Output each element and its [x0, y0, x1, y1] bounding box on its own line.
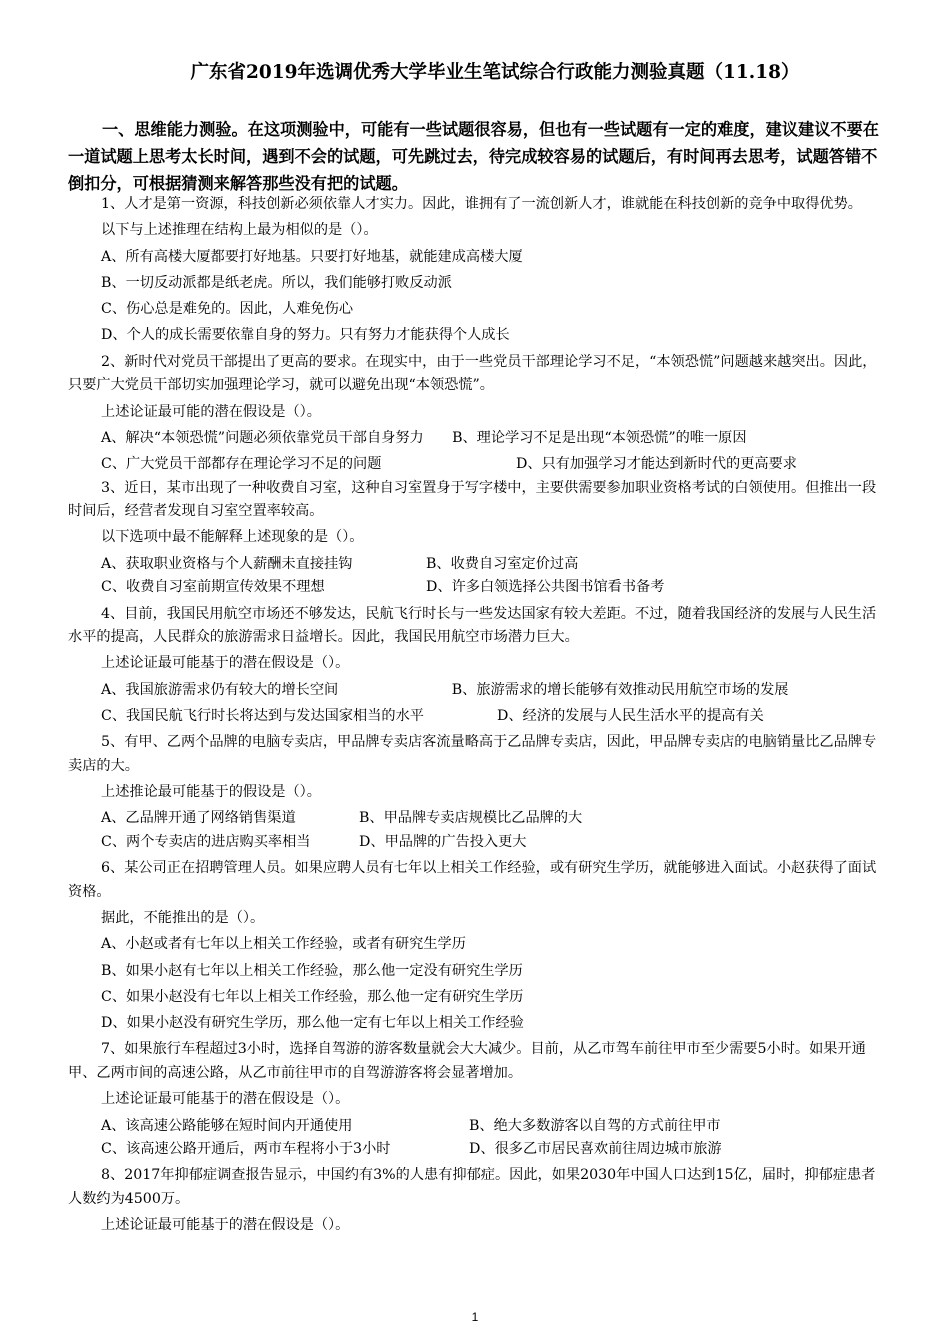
question-7-prompt: 上述论证最可能基于的潜在假设是（）。	[101, 1091, 350, 1108]
question-5-option-d: D、甲品牌的广告投入更大	[359, 833, 527, 850]
question-6-option-a: A、小赵或者有七年以上相关工作经验，或者有研究生学历	[101, 936, 466, 953]
question-3-option-a: A、获取职业资格与个人薪酬未直接挂钩	[101, 555, 353, 572]
question-5-prompt: 上述推论最可能基于的假设是（）。	[101, 784, 321, 801]
question-2-option-c: C、广大党员干部都存在理论学习不足的问题	[101, 456, 382, 473]
question-5-option-a: A、乙品牌开通了网络销售渠道	[101, 810, 296, 827]
question-4-stem: 4、目前，我国民用航空市场还不够发达，民航飞行时长与一些发达国家有较大差距。不过，随着我国经济的发展与人民生活水平的提高，人民群众的旅游需求日益增长。因此，我国民用航空市场潜力巨大。	[68, 605, 877, 646]
question-7-option-c: C、该高速公路开通后，两市车程将小于3小时	[101, 1141, 391, 1158]
page-number: 1	[471, 1310, 479, 1324]
question-2-options-ab: A、解决“本领恐慌”问题必须依靠党员干部自身努力 B、理论学习不足是出现“本领恐慌”的唯一原因	[101, 429, 747, 446]
question-2-options-cd	[68, 453, 884, 477]
question-3-options-ab	[68, 553, 884, 577]
question-5-options-cd	[68, 831, 884, 855]
document-title: 广东省2019年选调优秀大学毕业生笔试综合行政能力测验真题（11.18）	[190, 62, 800, 83]
question-7-options-cd	[68, 1138, 884, 1162]
question-4-options-cd	[68, 705, 884, 729]
question-3-option-b: B、收费自习室定价过高	[426, 555, 579, 572]
question-6-option-c: C、如果小赵没有七年以上相关工作经验，那么他一定有研究生学历	[101, 988, 524, 1005]
question-5-stem: 5、有甲、乙两个品牌的电脑专卖店，甲品牌专卖店客流量略高于乙品牌专卖店，因此，甲品牌专卖店的电脑销量比乙品牌专卖店的大。	[68, 734, 877, 774]
question-1-option-a: A、所有高楼大厦都要打好地基。只要打好地基，就能建成高楼大厦	[101, 248, 523, 265]
question-4-prompt: 上述论证最可能基于的潜在假设是（）。	[101, 655, 350, 672]
question-2-stem: 2、新时代对党员干部提出了更高的要求。在现实中，由于一些党员干部理论学习不足，“本领恐慌”问题越来越突出。因此，只要广大党员干部切实加强理论学习，就可以避免出现“本领恐慌”。	[68, 353, 877, 394]
question-8-stem: 8、2017年抑郁症调查报告显示，中国约有3%的人患有抑郁症。因此，如果2030年中国人口达到15亿，届时，抑郁症患者人数约为4500万。	[68, 1167, 876, 1207]
question-4-option-d: D、经济的发展与人民生活水平的提高有关	[497, 707, 764, 724]
question-1-prompt: 以下与上述推理在结构上最为相似的是（）。	[101, 222, 378, 239]
question-3-options-cd	[68, 576, 884, 600]
question-6-prompt: 据此，不能推出的是（）。	[101, 909, 265, 926]
questions-body	[68, 193, 884, 1240]
question-7-stem: 7、如果旅行车程超过3小时，选择自驾游的游客数量就会大大减少。目前，从乙市驾车前往甲市至少需要5小时。如果开通甲、乙两市间的高速公路，从乙市前往甲市的自驾游游客将会显著增加。	[68, 1041, 866, 1081]
question-6-option-b: B、如果小赵有七年以上相关工作经验，那么他一定没有研究生学历	[101, 962, 523, 979]
question-7-option-b: B、绝大多数游客以自驾的方式前往甲市	[469, 1117, 721, 1134]
question-1-option-d: D、个人的成长需要依靠自身的努力。只有努力才能获得个人成长	[101, 327, 510, 344]
question-3-stem: 3、近日，某市出现了一种收费自习室，这种自习室置身于写字楼中，主要供需要参加职业资格考试的白领使用。但推出一段时间后，经营者发现自习室空置率较高。	[68, 479, 877, 520]
question-1-stem: 1、人才是第一资源，科技创新必须依靠人才实力。因此，谁拥有了一流创新人才，谁就能在科技创新的竞争中取得优势。	[101, 196, 862, 212]
question-2-option-d: D、只有加强学习才能达到新时代的更高要求	[516, 456, 797, 473]
question-6-stem: 6、某公司正在招聘管理人员。如果应聘人员有七年以上相关工作经验，或有研究生学历，就能够进入面试。小赵获得了面试资格。	[68, 860, 877, 900]
question-5-option-b: B、甲品牌专卖店规模比乙品牌的大	[359, 810, 583, 827]
question-7-option-a: A、该高速公路能够在短时间内开通使用	[101, 1117, 353, 1134]
question-7-option-d: D、很多乙市居民喜欢前往周边城市旅游	[469, 1141, 722, 1158]
question-1-option-b: B、一切反动派都是纸老虎。所以，我们能够打败反动派	[101, 274, 452, 291]
question-5-option-c: C、两个专卖店的进店购买率相当	[101, 833, 311, 850]
question-8-prompt: 上述论证最可能基于的潜在假设是（）。	[101, 1217, 350, 1234]
question-1-option-c: C、伤心总是难免的。因此，人难免伤心	[101, 301, 354, 318]
question-3-prompt: 以下选项中最不能解释上述现象的是（）。	[101, 529, 364, 546]
question-5-options-ab	[68, 807, 884, 831]
question-3-option-c: C、收费自习室前期宣传效果不理想	[101, 579, 325, 596]
question-4-option-c: C、我国民航飞行时长将达到与发达国家相当的水平	[101, 707, 424, 724]
question-2-prompt: 上述论证最可能的潜在假设是（）。	[101, 403, 321, 420]
question-4-options-ab: A、我国旅游需求仍有较大的增长空间 B、旅游需求的增长能够有效推动民用航空市场的发展	[101, 681, 789, 698]
section-intro: 一、思维能力测验。在这项测验中，可能有一些试题很容易，但也有一些试题有一定的难度，建议建议不要在一道试题上思考太长时间，遇到不会的试题，可先跳过去，待完成较容易的试题后，有时间再去思考，试题答错不倒扣分，可根据猜测来解答那些没有把的试题。	[68, 120, 879, 193]
question-7-options-ab	[68, 1115, 884, 1139]
question-6-option-d: D、如果小赵没有研究生学历，那么他一定有七年以上相关工作经验	[101, 1015, 524, 1032]
question-3-option-d: D、许多白领选择公共图书馆看书备考	[426, 579, 665, 596]
